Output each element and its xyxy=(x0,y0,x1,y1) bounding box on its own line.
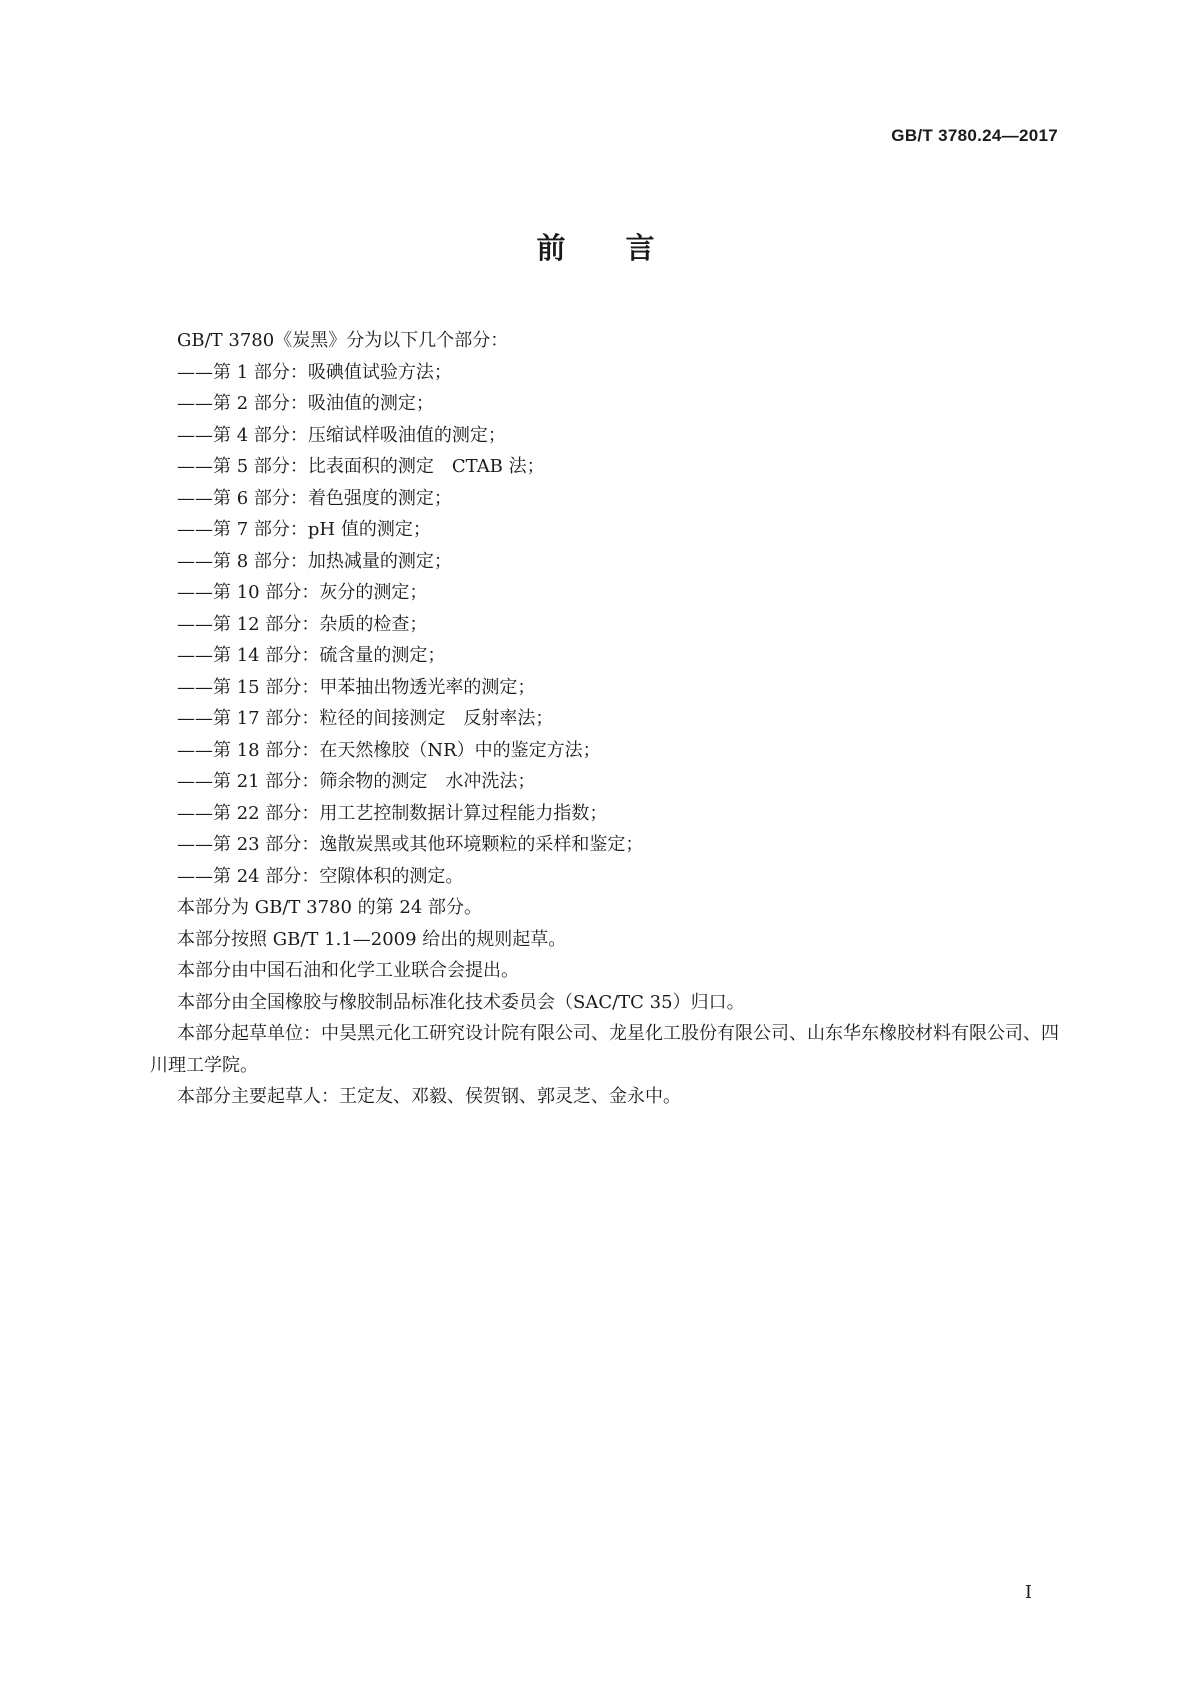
part-item: ——第 15 部分：甲苯抽出物透光率的测定； xyxy=(177,676,536,698)
parts-list xyxy=(150,357,1060,893)
part-item: ——第 7 部分：pH 值的测定； xyxy=(177,519,431,540)
part-item: ——第 21 部分：筛余物的测定 水冲洗法； xyxy=(177,771,536,792)
part-item: ——第 1 部分：吸碘值试验方法； xyxy=(177,361,452,383)
body-paragraph: 本部分为 GB/T 3780 的第 24 部分。 xyxy=(177,897,482,918)
part-item: ——第 14 部分：硫含量的测定； xyxy=(177,645,446,666)
part-item: ——第 5 部分：比表面积的测定 CTAB 法； xyxy=(177,456,545,477)
part-item: ——第 22 部分：用工艺控制数据计算过程能力指数； xyxy=(177,802,608,824)
part-item: ——第 6 部分：着色强度的测定； xyxy=(177,487,452,509)
page-title: 前言 xyxy=(536,231,715,265)
body-paragraph: 本部分按照 GB/T 1.1—2009 给出的规则起草。 xyxy=(177,928,567,950)
part-item: ——第 10 部分：灰分的测定； xyxy=(177,582,428,603)
body-paragraph: 本部分由中国石油和化学工业联合会提出。 xyxy=(177,960,519,981)
part-item: ——第 23 部分：逸散炭黑或其他环境颗粒的采样和鉴定； xyxy=(177,834,644,855)
part-item: ——第 8 部分：加热减量的测定； xyxy=(177,550,452,572)
intro-line: GB/T 3780《炭黑》分为以下几个部分： xyxy=(177,330,509,351)
body-paragraph: 本部分由全国橡胶与橡胶制品标准化技术委员会（SAC/TC 35）归口。 xyxy=(177,991,745,1013)
part-item: ——第 2 部分：吸油值的测定； xyxy=(177,393,434,414)
part-item: ——第 18 部分：在天然橡胶（NR）中的鉴定方法； xyxy=(177,739,601,761)
body-paragraph: 本部分主要起草人：王定友、邓毅、侯贺钢、郭灵芝、金永中。 xyxy=(177,1086,681,1107)
part-item: ——第 17 部分：粒径的间接测定 反射率法； xyxy=(177,708,554,729)
part-item: ——第 24 部分：空隙体积的测定。 xyxy=(177,865,464,887)
standard-code: GB/T 3780.24—2017 xyxy=(891,126,1058,145)
document-body xyxy=(150,325,1060,1113)
part-item: ——第 12 部分：杂质的检查； xyxy=(177,613,428,635)
body-paragraph: 本部分起草单位：中昊黑元化工研究设计院有限公司、龙星化工股份有限公司、山东华东橡胶材料有限公司、四川理工学院。 xyxy=(150,1023,1059,1076)
page-number: I xyxy=(1024,1582,1032,1603)
part-item: ——第 4 部分：压缩试样吸油值的测定； xyxy=(177,424,506,446)
